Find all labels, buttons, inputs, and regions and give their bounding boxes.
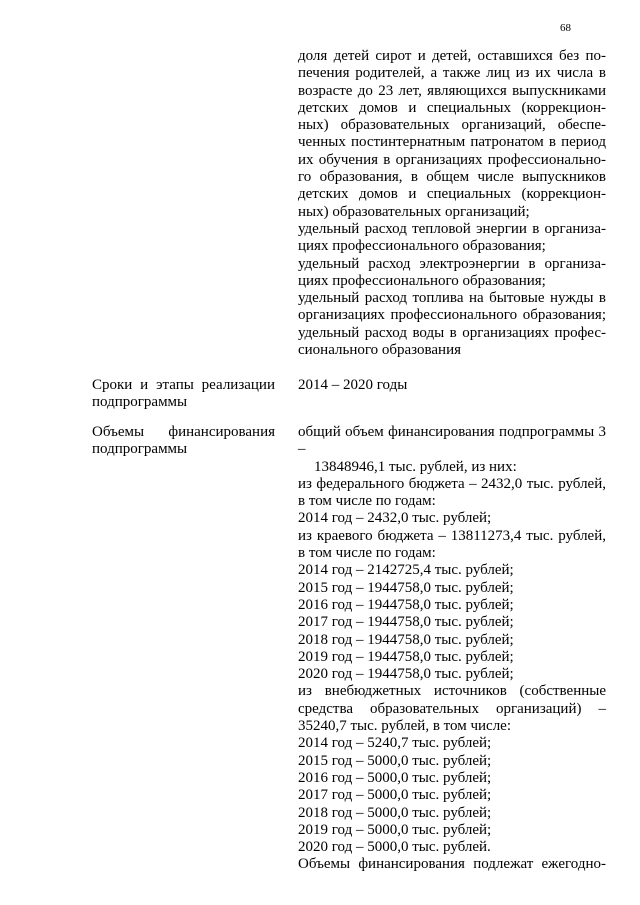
text-line: го образования, в общем числе выпускников <box>298 169 606 186</box>
value-line: 2016 год – 5000,0 тыс. рублей; <box>298 769 492 786</box>
text-line: циях профессионального образования; <box>298 272 546 289</box>
value-line: 2020 год – 5000,0 тыс. рублей. <box>298 839 491 856</box>
value-line: 2016 год – 1944758,0 тыс. рублей; <box>298 596 514 613</box>
value-line: 2015 год – 5000,0 тыс. рублей; <box>298 752 492 769</box>
label-line: Объемы финансирования <box>92 424 275 440</box>
text-line: ных) образовательных организаций, обеспе- <box>298 117 606 134</box>
text-line: сионального образования <box>298 342 462 359</box>
text-line: ных) образовательных организаций; <box>298 203 530 220</box>
page-number: 68 <box>560 22 571 34</box>
value-line: 13848946,1 тыс. рублей, из них: <box>314 458 517 475</box>
value-line: 2020 год – 1944758,0 тыс. рублей; <box>298 666 514 683</box>
value-line: 35240,7 тыс. рублей, в том числе: <box>298 718 512 735</box>
text-line: циях профессионального образования; <box>298 238 546 255</box>
value-line: в том числе по годам: <box>298 545 436 562</box>
text-line: организациях профессионального образования; <box>298 307 606 324</box>
text-line: доля детей сирот и детей, оставшихся без по- <box>298 48 606 64</box>
funding-label <box>92 424 275 459</box>
value-line: общий объем финансирования подпрограммы 3 – <box>298 424 606 458</box>
value-line: из краевого бюджета – 13811273,4 тыс. рублей, <box>298 527 606 544</box>
label-line: подпрограммы <box>92 394 188 411</box>
value-line: 2019 год – 1944758,0 тыс. рублей; <box>298 648 514 665</box>
value-line: в том числе по годам: <box>298 493 436 510</box>
value-line: 2014 год – 2142725,4 тыс. рублей; <box>298 562 514 579</box>
text-line: печения родителей, а также лиц из их числа в <box>298 65 606 82</box>
value-line: Объемы финансирования подлежат ежегодно- <box>298 856 606 873</box>
value-line: 2015 год – 1944758,0 тыс. рублей; <box>298 579 514 596</box>
value-line: 2014 год – 2432,0 тыс. рублей; <box>298 510 492 527</box>
indicators-text-block <box>298 48 606 359</box>
text-line: детских домов и специальных (коррекцион- <box>298 99 606 116</box>
value-line: 2018 год – 5000,0 тыс. рублей; <box>298 804 492 821</box>
value-line: средства образовательных организаций) – <box>298 700 606 717</box>
text-line: их обучения в организациях профессионально- <box>298 151 606 168</box>
text-line: удельный расход тепловой энергии в организа- <box>298 220 606 237</box>
terms-value <box>298 377 606 394</box>
text-line: удельный расход воды в организациях профес- <box>298 324 606 341</box>
label-line: подпрограммы <box>92 441 188 458</box>
funding-value <box>298 424 606 874</box>
value-line: 2014 год – 5240,7 тыс. рублей; <box>298 735 492 752</box>
text-line: удельный расход электроэнергии в организа- <box>298 255 606 272</box>
text-line: удельный расход топлива на бытовые нужды в <box>298 290 606 307</box>
value-line: из внебюджетных источников (собственные <box>298 683 606 700</box>
text-line: детских домов и специальных (коррекцион- <box>298 186 606 203</box>
value-line: 2019 год – 5000,0 тыс. рублей; <box>298 821 492 838</box>
value-line: 2018 год – 1944758,0 тыс. рублей; <box>298 631 514 648</box>
value-line: 2017 год – 5000,0 тыс. рублей; <box>298 787 492 804</box>
text-line: ченных постинтернатным патронатом в период <box>298 134 606 151</box>
text-line: возрасте до 23 лет, являющихся выпускниками <box>298 82 606 99</box>
value-line: 2017 год – 1944758,0 тыс. рублей; <box>298 614 514 631</box>
terms-label <box>92 377 275 412</box>
label-line: Сроки и этапы реализации <box>92 377 275 393</box>
value-line: 2014 – 2020 годы <box>298 377 408 393</box>
value-line: из федерального бюджета – 2432,0 тыс. рублей, <box>298 475 606 492</box>
